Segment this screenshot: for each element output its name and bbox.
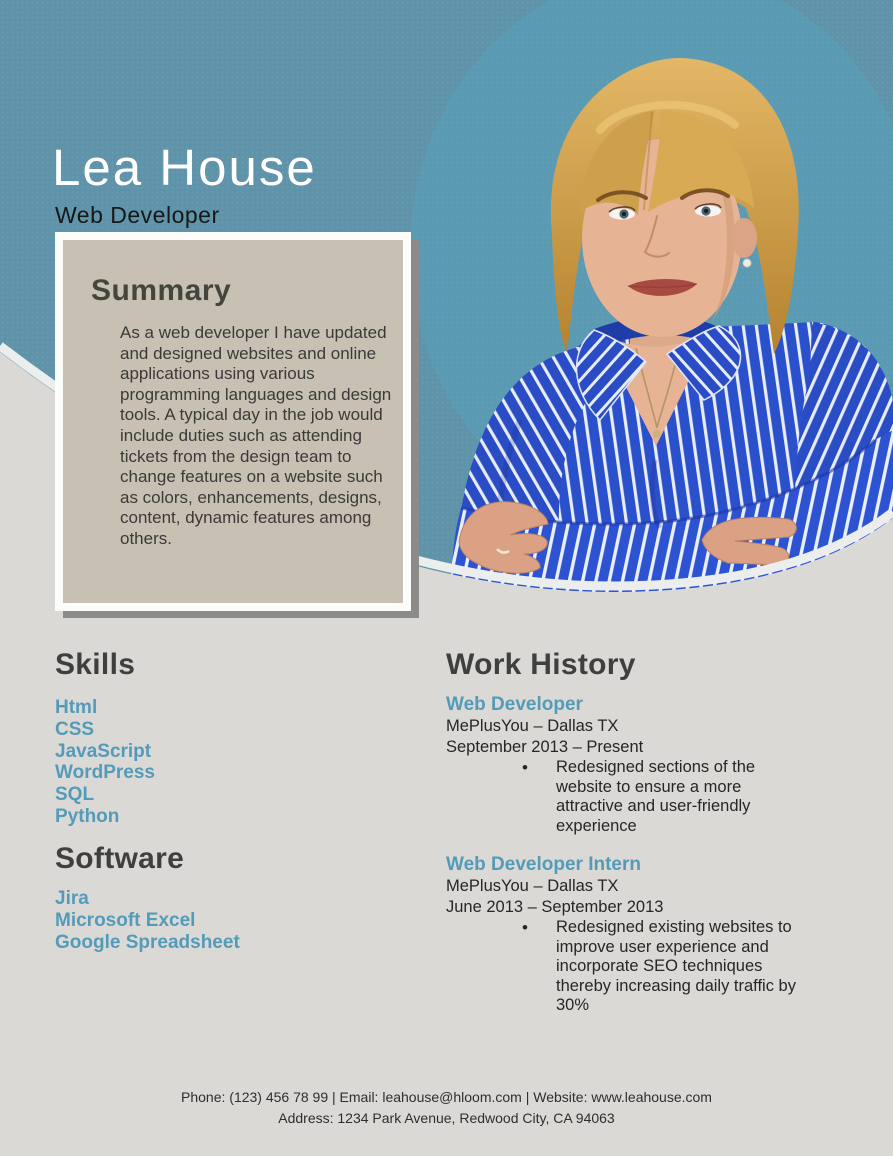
- summary-text: As a web developer I have updated and designed websites and online applications using various programming languages and design tools. A typical day in the job would include duties such as attending tickets from the design team to change features on a website such as colors, enhancements, designs, content, dynamic features among others.: [120, 323, 392, 548]
- job-bullet-list: [446, 758, 866, 836]
- software-list: [55, 888, 240, 953]
- software-item: Jira: [55, 888, 89, 909]
- job-bullet: [446, 758, 866, 836]
- summary-heading: Summary: [91, 274, 232, 307]
- job-bullet: [446, 918, 866, 1016]
- software-item: Google Spreadsheet: [55, 931, 240, 953]
- bullet-icon: •: [522, 918, 528, 937]
- skills-heading: Skills: [55, 648, 136, 681]
- job-dates: September 2013 – Present: [446, 737, 644, 756]
- contact-footer: [0, 1087, 893, 1128]
- skill-item: WordPress: [55, 762, 155, 784]
- skill-item: JavaScript: [55, 740, 152, 762]
- summary-card: [55, 232, 411, 611]
- job-bullet-text: Redesigned sections of the website to ensure a more attractive and user-friendly experience: [556, 758, 756, 835]
- job-dates: June 2013 – September 2013: [446, 897, 664, 916]
- portrait-photo: [410, 0, 893, 594]
- software-heading: Software: [55, 842, 185, 875]
- bullet-icon: •: [522, 758, 528, 777]
- job-company: MePlusYou – Dallas TX: [446, 877, 619, 895]
- job-title-text: Web Developer Intern: [446, 854, 641, 875]
- pearl-earring: [743, 259, 751, 267]
- ear: [731, 218, 757, 258]
- skill-item: Html: [55, 697, 98, 718]
- candidate-title: Web Developer: [55, 202, 220, 228]
- work-history-heading: Work History: [446, 648, 636, 681]
- candidate-name: Lea House: [52, 139, 317, 196]
- work-history-entry: [446, 854, 866, 1016]
- skill-item: CSS: [55, 718, 95, 740]
- address-line: Address: 1234 Park Avenue, Redwood City, CA 94063: [278, 1109, 615, 1126]
- contact-line: Phone: (123) 456 78 99 | Email: leahouse@hloom.com | Website: www.leahouse.com: [181, 1089, 712, 1105]
- job-company: MePlusYou – Dallas TX: [446, 717, 619, 735]
- job-bullet-list: [446, 918, 866, 1016]
- skill-item: Python: [55, 805, 120, 827]
- skill-item: SQL: [55, 784, 95, 806]
- job-title-text: Web Developer: [446, 694, 583, 715]
- work-history-entry: [446, 694, 866, 836]
- software-item: Microsoft Excel: [55, 909, 196, 931]
- job-bullet-text: Redesigned existing websites to improve user experience and incorporate SEO techniques thereby increasing daily traffic by 30%: [556, 918, 796, 1015]
- skills-list: [55, 697, 155, 828]
